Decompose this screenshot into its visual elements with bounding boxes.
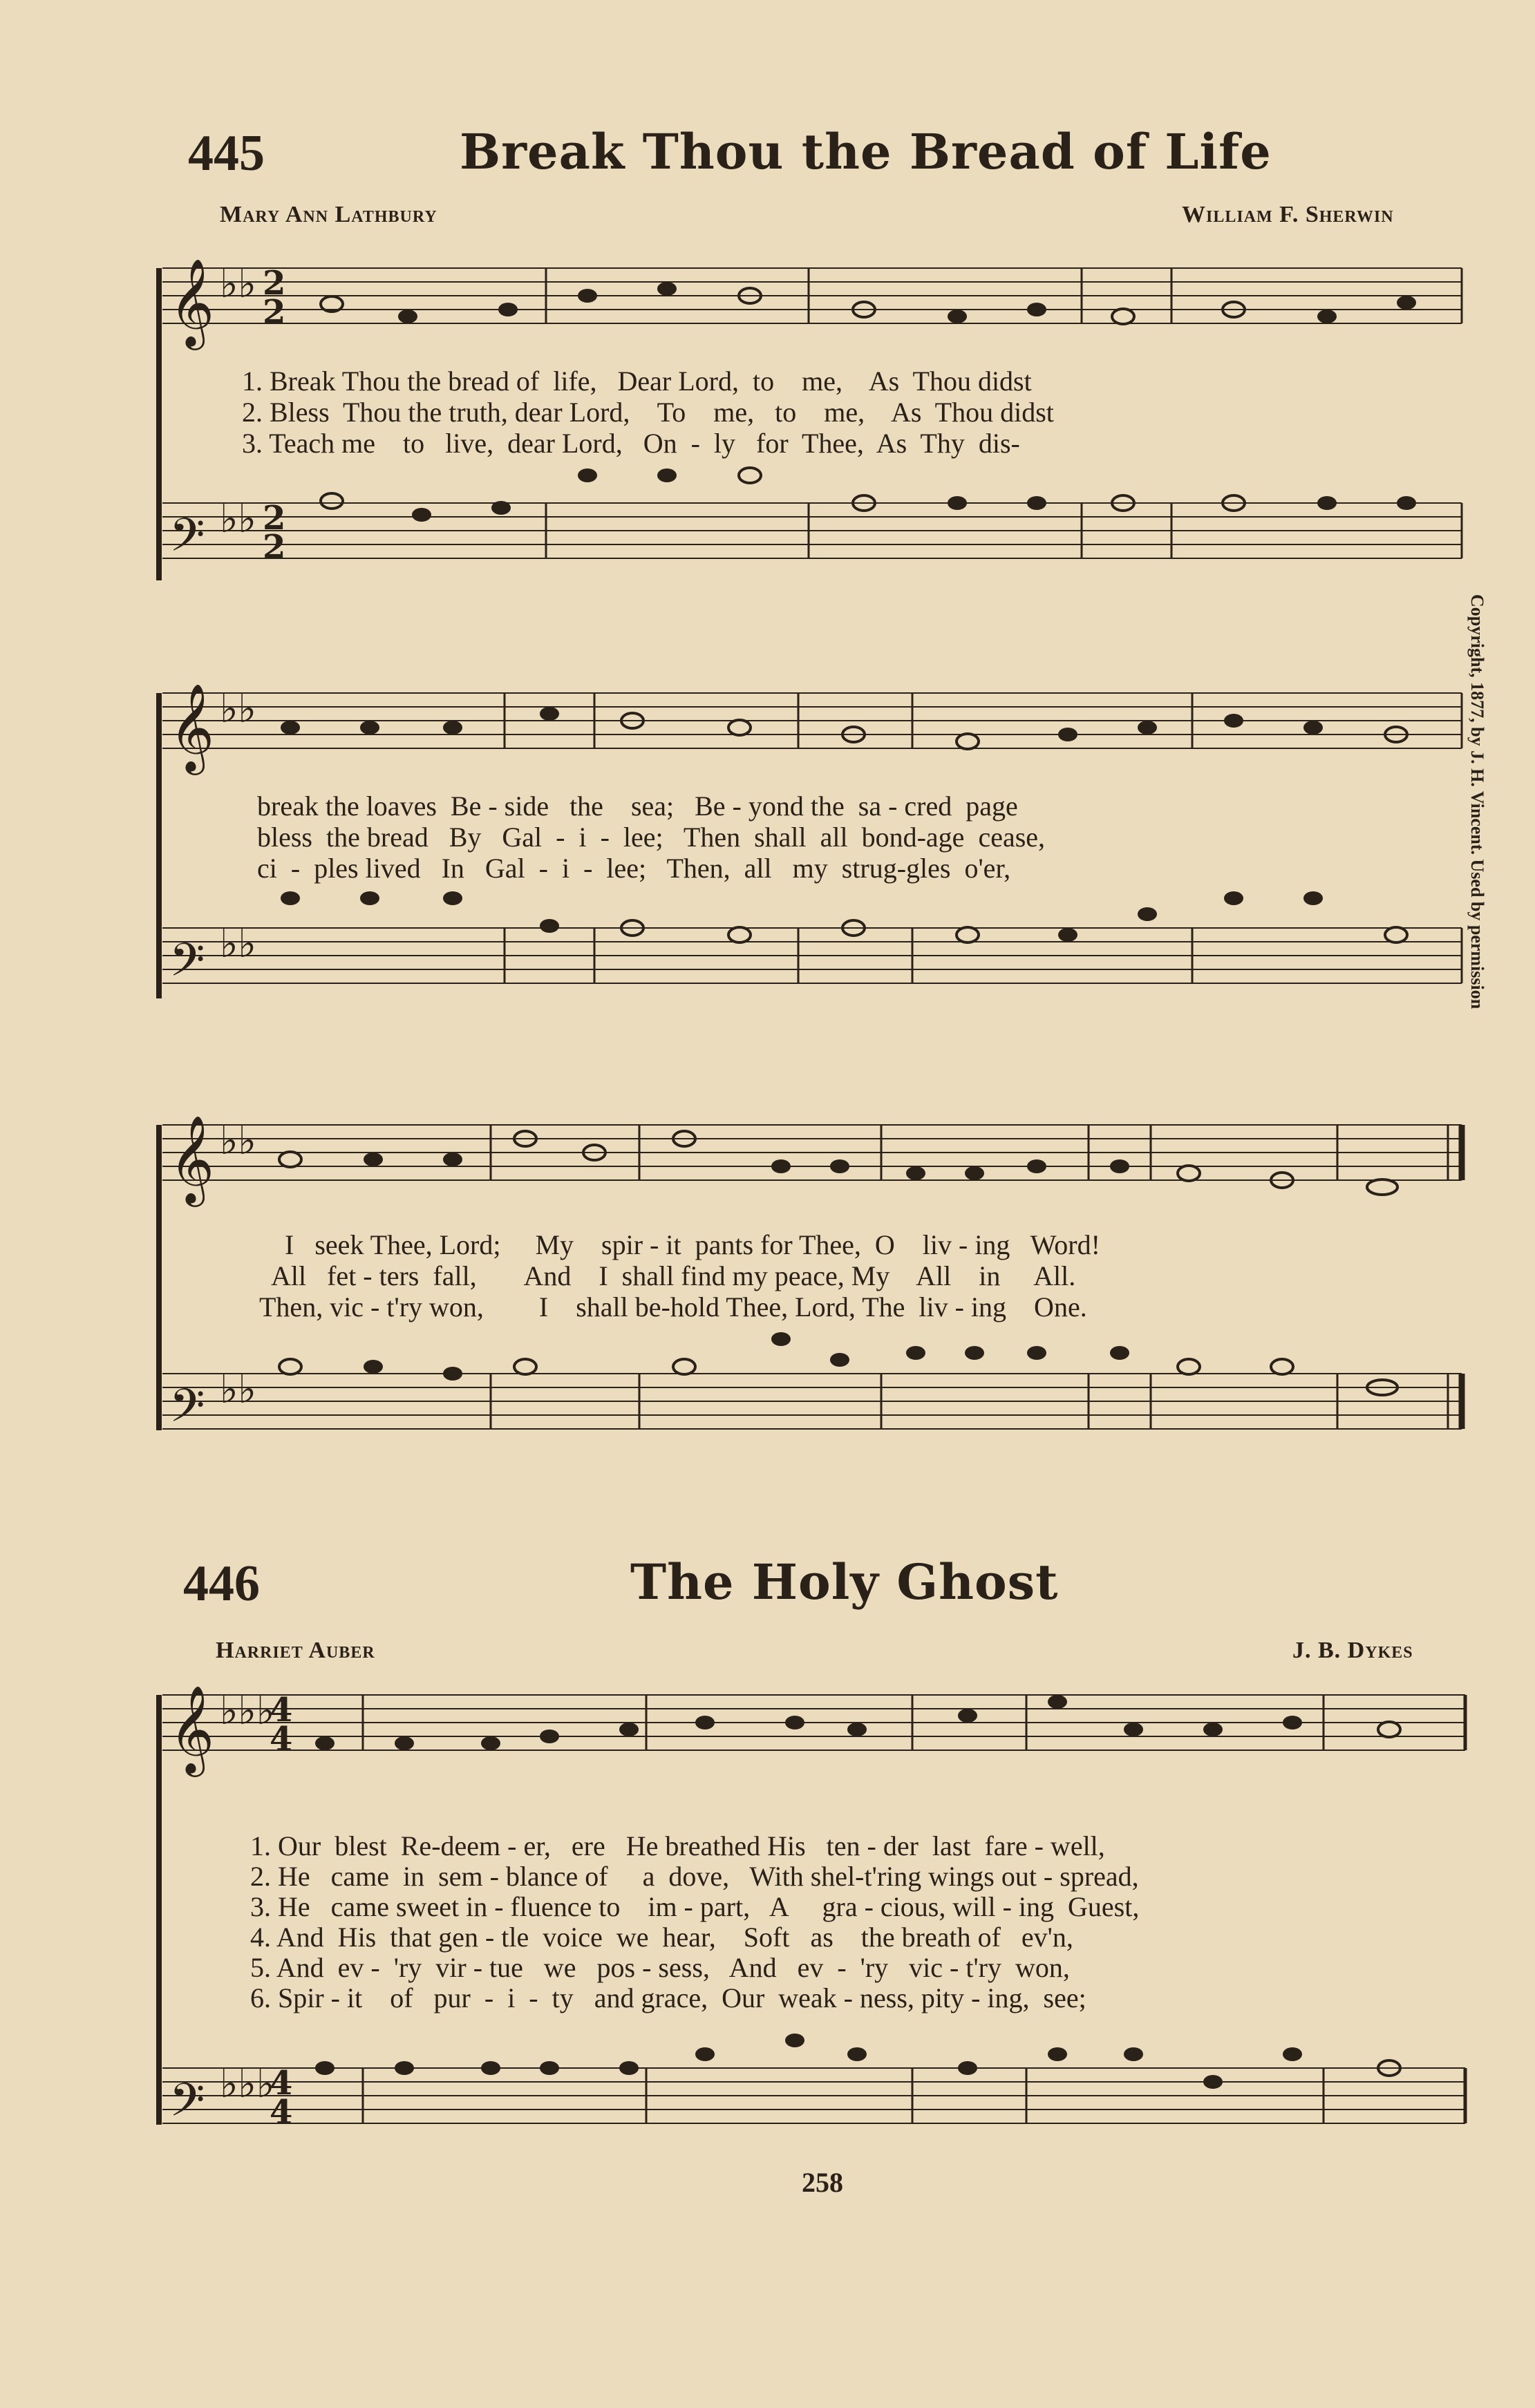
- lyric-line: 1. Break Thou the bread of life, Dear Lord, to me, As Thou didst: [242, 366, 1032, 397]
- time-signature: 2: [263, 528, 286, 567]
- hymn-number: 445: [188, 125, 265, 182]
- lyric-line: 5. And ev - 'ry vir - tue we pos - sess, And ev - 'ry vic - t'ry won,: [250, 1952, 1070, 1983]
- lyric-line: 2. He came in sem - blance of a dove, With shel-t'ring wings out - spread,: [250, 1861, 1139, 1892]
- lyric-line: 3. He came sweet in - fluence to im - part, A gra - cious, will - ing Guest,: [250, 1891, 1140, 1922]
- lyric-line: ci - ples lived In Gal - i - lee; Then, all my strug-gles o'er,: [257, 853, 1011, 884]
- key-signature: ♭♭: [220, 1367, 256, 1412]
- key-signature: ♭♭: [220, 262, 256, 307]
- time-signature: 4: [270, 1691, 293, 1729]
- lyric-line: I seek Thee, Lord; My spir - it pants for Thee, O liv - ing Word!: [285, 1229, 1100, 1260]
- time-signature: 2: [263, 499, 286, 538]
- lyricist-credit: Mary Ann Lathbury: [220, 202, 437, 227]
- lyric-line: 4. And His that gen - tle voice we hear, Soft as the breath of ev'n,: [250, 1922, 1073, 1953]
- hymn-title: The Holy Ghost: [630, 1553, 1059, 1611]
- lyric-line: 6. Spir - it of pur - i - ty and grace, Our weak - ness, pity - ing, see;: [250, 1982, 1086, 2013]
- lyric-line: 2. Bless Thou the truth, dear Lord, To me, to me, As Thou didst: [242, 397, 1054, 428]
- composer-credit: J. B. Dykes: [1292, 1638, 1413, 1663]
- treble-clef: 𝄞: [169, 258, 215, 346]
- bass-clef: 𝄢: [169, 2074, 205, 2138]
- key-signature: ♭♭♭: [220, 2062, 275, 2107]
- time-signature: 2: [263, 293, 286, 332]
- copyright-notice: Copyright, 1877, by J. H. Vincent. Used by permission: [1467, 594, 1487, 1009]
- treble-clef: 𝄞: [169, 1115, 215, 1203]
- lyric-line: All fet - ters fall, And I shall find my peace, My All in All.: [271, 1260, 1076, 1291]
- time-signature: 4: [270, 2093, 293, 2132]
- hymn-number: 446: [183, 1555, 260, 1612]
- lyric-line: bless the bread By Gal - i - lee; Then shall all bond-age cease,: [257, 822, 1046, 853]
- key-signature: ♭♭♭: [220, 1689, 275, 1734]
- bass-clef: 𝄢: [169, 933, 205, 998]
- composer-credit: William F. Sherwin: [1182, 202, 1394, 227]
- bass-clef: 𝄢: [169, 509, 205, 573]
- key-signature: ♭♭: [220, 1119, 256, 1164]
- lyric-line: 3. Teach me to live, dear Lord, On - ly for Thee, As Thy dis-: [242, 428, 1020, 459]
- bass-clef: 𝄢: [169, 1379, 205, 1443]
- key-signature: ♭♭: [220, 497, 256, 542]
- lyric-line: Then, vic - t'ry won, I shall be-hold Thee, Lord, The liv - ing One.: [259, 1291, 1087, 1322]
- treble-clef: 𝄞: [169, 683, 215, 771]
- time-signature: 4: [270, 1720, 293, 1758]
- lyric-line: break the loaves Be - side the sea; Be - yond the sa - cred page: [257, 790, 1018, 822]
- bass-staff: [162, 503, 1462, 558]
- lyricist-credit: Harriet Auber: [216, 1638, 375, 1663]
- lyric-line: 1. Our blest Re-deem - er, ere He breathed His ten - der last fare - well,: [250, 1830, 1105, 1861]
- key-signature: ♭♭: [220, 687, 256, 732]
- time-signature: 2: [263, 264, 286, 303]
- key-signature: ♭♭: [220, 922, 256, 967]
- treble-clef: 𝄞: [169, 1685, 215, 1773]
- page-number: 258: [802, 2167, 843, 2198]
- time-signature: 4: [270, 2064, 293, 2103]
- hymn-title: Break Thou the Bread of Life: [460, 123, 1272, 180]
- treble-staff: [162, 268, 1462, 323]
